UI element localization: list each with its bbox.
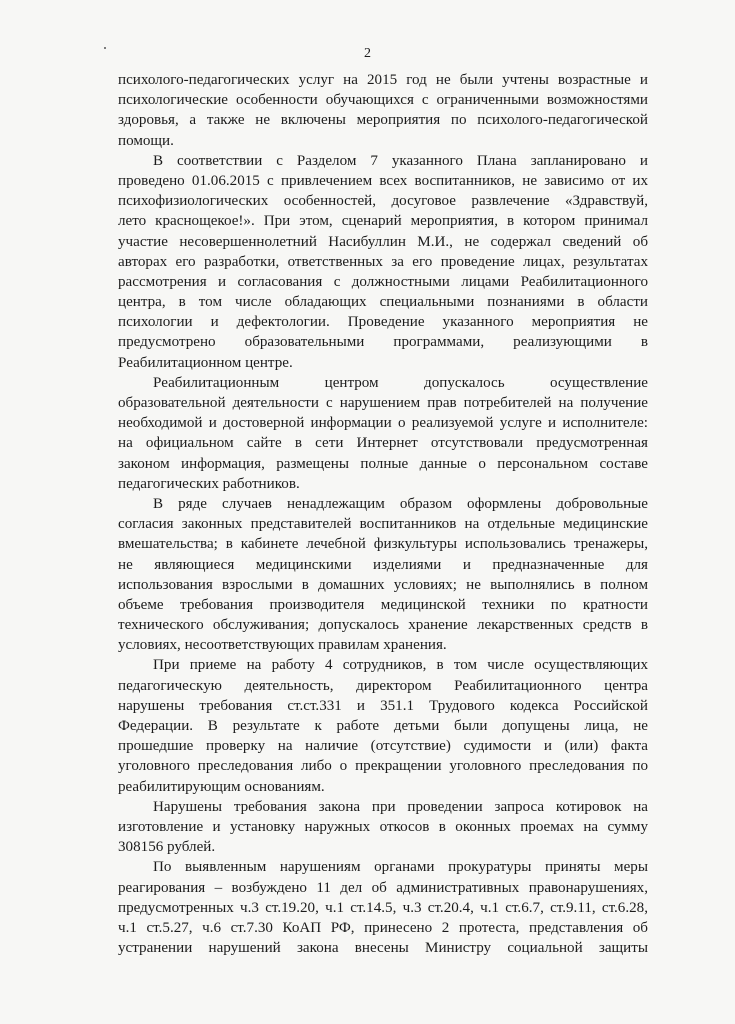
text-line: реабилитирующим основаниям. — [118, 778, 325, 795]
text-line: необходимой и достоверной информации о реализуемой услуге и исполнителе: — [118, 415, 648, 432]
text-line: При приеме на работу 4 сотрудников, в том числе осуществляющих — [153, 657, 648, 674]
text-line: объеме требования производителя медицинской техники по кратности — [118, 596, 648, 613]
text-line: условиях, несоответствующих правилам хранения. — [118, 637, 447, 654]
text-line: По выявленным нарушениям органами прокуратуры приняты меры — [153, 859, 648, 876]
text-line: Реабилитационном центре. — [118, 354, 293, 371]
paragraph — [118, 857, 648, 958]
text-line: изготовление и установку наружных откосов в оконных проемах на сумму — [118, 818, 648, 835]
text-line: участие несовершеннолетний Насибуллин М.И., не содержал сведений об — [118, 233, 648, 250]
text-line: В ряде случаев ненадлежащим образом оформлены добровольные — [153, 495, 648, 512]
paragraph — [118, 655, 648, 796]
text-line: не являющиеся медицинскими изделиями и предназначенные для — [118, 556, 648, 573]
text-line: психофизиологических особенностей, досуговое развлечение «Здравствуй, — [118, 193, 648, 210]
text-line: законом информация, размещены полные данные о персональном составе — [118, 455, 648, 472]
text-line: прошедшие проверку на наличие (отсутствие) судимости и (или) факта — [118, 738, 648, 755]
text-line: педагогическую деятельность, директором Реабилитационного центра — [118, 677, 648, 694]
text-line: В соответствии с Разделом 7 указанного Плана запланировано и — [153, 152, 648, 169]
text-line: психологии и дефектологии. Проведение указанного мероприятия не — [118, 314, 648, 331]
text-line: предусмотрено образовательными программами, реализующими в — [118, 334, 648, 351]
text-line: лето краснощекое!». При этом, сценарий мероприятия, в котором принимал — [118, 213, 648, 230]
text-line: на официальном сайте в сети Интернет отсутствовали предусмотренная — [118, 435, 648, 452]
text-line: вмешательства; в кабинете лечебной физкультуры использовались тренажеры, — [118, 536, 648, 553]
text-line: ч.1 ст.5.27, ч.6 ст.7.30 КоАП РФ, принесено 2 протеста, представления об — [118, 919, 648, 936]
text-line: центра, в том числе обладающих специальными познаниями в области — [118, 294, 648, 311]
page-number: 2 — [364, 46, 371, 61]
text-line: согласия законных представителей воспитанников на отдельные медицинские — [118, 516, 648, 533]
text-line: Нарушены требования закона при проведении запроса котировок на — [153, 798, 648, 815]
paragraph — [118, 70, 648, 151]
text-line: проведено 01.06.2015 с привлечением всех воспитанников, не зависимо от их — [118, 172, 648, 189]
text-line: нарушены требования ст.ст.331 и 351.1 Трудового кодекса Российской — [118, 697, 648, 714]
paragraph — [118, 797, 648, 858]
text-line: рассмотрения и согласования с должностными лицами Реабилитационного — [118, 273, 648, 290]
text-line: Федерации. В результате к работе детьми были допущены лица, не — [118, 718, 648, 734]
text-line: предусмотренных ч.3 ст.19.20, ч.1 ст.14.5, ч.3 ст.20.4, ч.1 ст.6.7, ст.9.11, ст.6.28, — [118, 899, 648, 916]
text-line: реагирования – возбуждено 11 дел об административных правонарушениях, — [118, 879, 648, 896]
text-line: психологические особенности обучающихся с ограниченными возможностями — [118, 92, 648, 109]
document-body — [118, 70, 648, 958]
paragraph — [118, 373, 648, 494]
text-line: уголовного преследования либо о прекращении уголовного преследования по — [118, 758, 648, 775]
text-line: Реабилитационным центром допускалось осуществление — [153, 374, 648, 391]
paragraph — [118, 494, 648, 656]
text-line: психолого-педагогических услуг на 2015 год не были учтены возрастные и — [118, 72, 648, 88]
paragraph — [118, 151, 648, 373]
text-line: устранении нарушений закона внесены Министру социальной защиты — [118, 940, 648, 957]
text-line: использования взрослыми в домашних условиях; не выполнялись в полном — [118, 576, 648, 593]
text-line: технического обслуживания; допускалось хранение лекарственных средств в — [118, 617, 648, 634]
text-line: педагогических работников. — [118, 475, 300, 492]
text-line: здоровья, а также не включены мероприятия по психолого-педагогической — [118, 112, 648, 129]
text-line: помощи. — [118, 132, 174, 149]
text-line: образовательной деятельности с нарушением прав потребителей на получение — [118, 395, 648, 411]
text-line: 308156 рублей. — [118, 839, 216, 856]
text-line: авторах его разработки, ответственных за его проведение лицах, результатах — [118, 253, 648, 270]
